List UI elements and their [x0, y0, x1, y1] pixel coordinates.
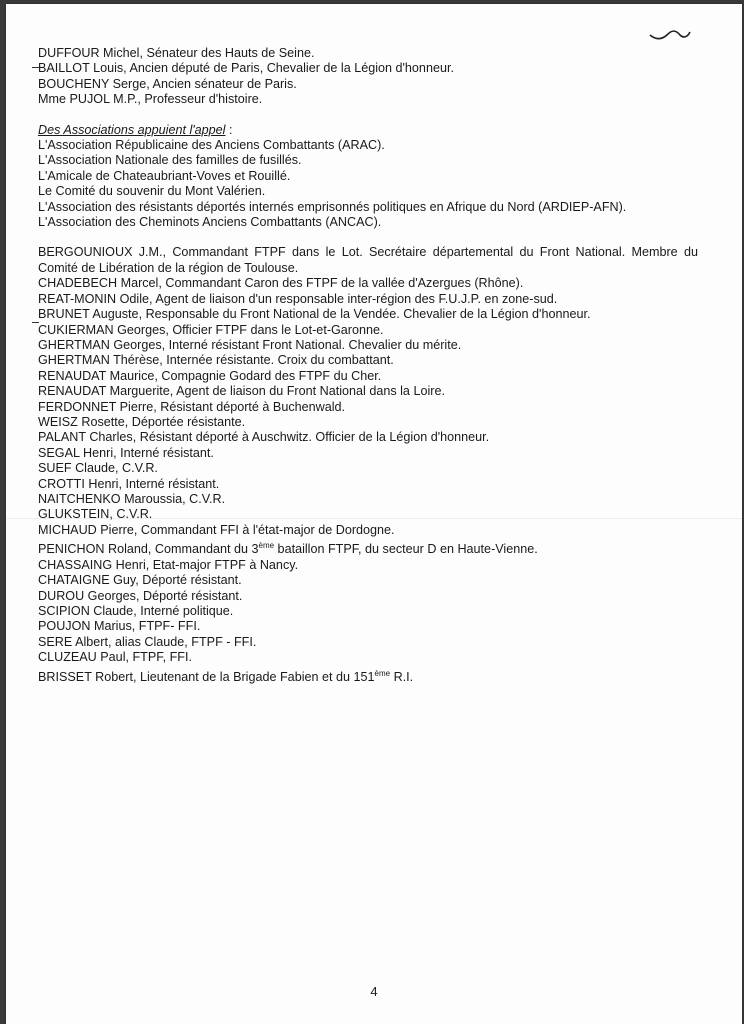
resistant-line: SERE Albert, alias Claude, FTPF - FFI.: [38, 634, 257, 649]
association-line: L'Association Républicaine des Anciens Combattants (ARAC).: [38, 138, 385, 153]
signatory-line: Mme PUJOL M.P., Professeur d'histoire.: [38, 92, 263, 107]
resistant-line: CLUZEAU Paul, FTPF, FFI.: [38, 650, 192, 665]
resistant-line: SUEF Claude, C.V.R.: [38, 461, 158, 476]
resistant-line: GHERTMAN Thérèse, Internée résistante. Croix du combattant.: [38, 353, 394, 368]
resistant-line-brisset: [38, 666, 698, 686]
document-body: [38, 46, 698, 685]
associations-heading-colon: :: [225, 122, 233, 137]
resistant-line: GLUKSTEIN, C.V.R.: [38, 507, 153, 522]
resistant-line: DUROU Georges, Déporté résistant.: [38, 588, 243, 603]
resistant-line-penichon: [38, 538, 698, 558]
associations-heading: Des Associations appuient l'appel: [38, 122, 226, 137]
resistant-line: SCIPION Claude, Interné politique.: [38, 604, 234, 618]
signatory-line: BAILLOT Louis, Ancien député de Paris, Chevalier de la Légion d'honneur.: [38, 61, 454, 76]
penichon-text: PENICHON Roland, Commandant du 3: [38, 542, 259, 557]
resistant-line: MICHAUD Pierre, Commandant FFI à l'état-major de Dordogne.: [38, 522, 395, 537]
resistant-line: POUJON Marius, FTPF- FFI.: [38, 619, 201, 634]
resistant-paragraph-bergounioux: BERGOUNIOUX J.M., Commandant FTPF dans le Lot. Secrétaire départemental du Front National. Membre du Comité de Libération de la région de Toulouse.: [38, 245, 698, 275]
page-number: 4: [370, 984, 378, 999]
signatory-line: BOUCHENY Serge, Ancien sénateur de Paris.: [38, 76, 297, 91]
association-line: L'Association des Cheminots Anciens Combattants (ANCAC).: [38, 215, 382, 230]
association-line: L'Association Nationale des familles de fusillés.: [38, 153, 302, 168]
associations-heading-row: [38, 123, 698, 138]
resistant-line: RENAUDAT Maurice, Compagnie Godard des FTPF du Cher.: [38, 368, 382, 383]
signatory-line: DUFFOUR Michel, Sénateur des Hauts de Seine.: [38, 46, 315, 60]
handwritten-scribble: [648, 26, 692, 42]
resistant-line: GHERTMAN Georges, Interné résistant Front National. Chevalier du mérite.: [38, 337, 462, 352]
penichon-superscript: ème: [258, 541, 275, 551]
resistant-line: REAT-MONIN Odile, Agent de liaison d'un responsable inter-région des F.U.J.P. en zone-sud.: [38, 291, 558, 306]
resistant-line: WEISZ Rosette, Déportée résistante.: [38, 414, 246, 429]
association-line: Le Comité du souvenir du Mont Valérien.: [38, 184, 266, 199]
resistant-line: CROTTI Henri, Interné résistant.: [38, 476, 220, 491]
brisset-text: BRISSET Robert, Lieutenant de la Brigade Fabien et du 151: [38, 669, 375, 684]
resistant-line: CUKIERMAN Georges, Officier FTPF dans le Lot-et-Garonne.: [38, 322, 384, 337]
penichon-text-rest: bataillon FTPF, du secteur D en Haute-Vienne.: [274, 542, 538, 557]
association-line: L'Association des résistants déportés internés emprisonnés politiques en Afrique du Nord (ARDIEP-AFN).: [38, 199, 627, 214]
brisset-text-rest: R.I.: [390, 669, 414, 684]
resistant-line: SEGAL Henri, Interné résistant.: [38, 445, 214, 460]
resistant-line: CHASSAING Henri, Etat-major FTPF à Nancy.: [38, 557, 299, 572]
association-line: L'Amicale de Chateaubriant-Voves et Rouillé.: [38, 168, 291, 183]
resistant-line: CHATAIGNE Guy, Déporté résistant.: [38, 573, 242, 588]
resistant-line: FERDONNET Pierre, Résistant déporté à Buchenwald.: [38, 399, 346, 414]
resistant-line: RENAUDAT Marguerite, Agent de liaison du Front National dans la Loire.: [38, 384, 445, 399]
resistant-line: BRUNET Auguste, Responsable du Front National de la Vendée. Chevalier de la Légion d'honneur.: [38, 307, 591, 322]
brisset-superscript: ème: [374, 668, 391, 678]
resistant-line: PALANT Charles, Résistant déporté à Auschwitz. Officier de la Légion d'honneur.: [38, 430, 490, 445]
document-page: [6, 4, 742, 1024]
resistant-line: CHADEBECH Marcel, Commandant Caron des FTPF de la vallée d'Azergues (Rhône).: [38, 276, 524, 291]
resistant-line: NAITCHENKO Maroussia, C.V.R.: [38, 491, 226, 506]
